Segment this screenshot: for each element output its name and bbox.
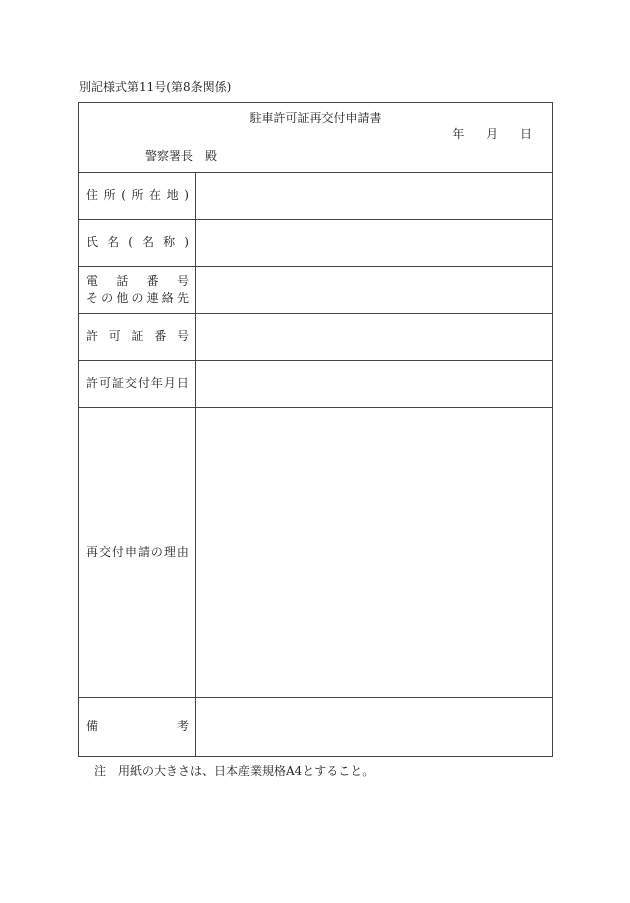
label-char: 番 bbox=[146, 273, 159, 288]
label-char: 年 bbox=[150, 376, 163, 390]
date-day: 日 bbox=[519, 127, 532, 141]
label-char: 住 bbox=[86, 188, 99, 202]
label-char: 付 bbox=[111, 544, 124, 559]
application-form bbox=[78, 102, 553, 757]
label-char: 備 bbox=[86, 719, 99, 733]
row-contact bbox=[79, 266, 552, 314]
spread-text bbox=[86, 328, 189, 345]
label-char: の bbox=[131, 290, 144, 305]
label-char: 地 bbox=[166, 188, 179, 202]
label-char: 番 bbox=[154, 329, 167, 343]
row-label-permit-number bbox=[79, 313, 196, 360]
address-field[interactable] bbox=[196, 172, 552, 219]
spread-text bbox=[86, 544, 189, 561]
form-title: 駐車許可証再交付申請書 bbox=[249, 111, 382, 125]
row-label-issue-date bbox=[79, 360, 196, 407]
spread-text bbox=[86, 718, 189, 735]
label-char: 名 bbox=[142, 235, 155, 249]
label-char: 理 bbox=[163, 544, 176, 559]
form-header bbox=[79, 103, 552, 173]
label-char: 交 bbox=[98, 544, 111, 559]
name-field[interactable] bbox=[196, 219, 552, 266]
label-char: 連 bbox=[146, 290, 159, 305]
label-char: 他 bbox=[116, 290, 129, 305]
label-char: 由 bbox=[176, 544, 189, 559]
label-char: の bbox=[101, 290, 114, 305]
label-char: 証 bbox=[131, 329, 144, 343]
date-line bbox=[452, 125, 532, 142]
label-char: 名 bbox=[107, 235, 120, 249]
spread-text bbox=[86, 187, 189, 204]
label-char: 交 bbox=[124, 376, 137, 390]
addressee: 警察署長 殿 bbox=[145, 149, 218, 163]
issue-date-field[interactable] bbox=[196, 360, 552, 407]
contact-field[interactable] bbox=[196, 266, 552, 313]
label-char: の bbox=[150, 544, 163, 559]
label-char: 絡 bbox=[161, 290, 174, 305]
row-label-name bbox=[79, 219, 196, 266]
form-style-number: 別記様式第11号(第8条関係) bbox=[79, 80, 232, 94]
row-label-contact bbox=[79, 266, 196, 313]
remarks-field[interactable] bbox=[196, 697, 552, 756]
row-address bbox=[79, 172, 552, 220]
reason-field[interactable] bbox=[196, 407, 552, 697]
label-char: 許 bbox=[86, 376, 99, 390]
spread-text bbox=[86, 273, 189, 290]
label-char: 考 bbox=[176, 719, 189, 733]
row-permit-number bbox=[79, 313, 552, 361]
date-month: 月 bbox=[486, 127, 499, 141]
label-char: 月 bbox=[163, 376, 176, 390]
label-char: 号 bbox=[176, 329, 189, 343]
footnote: 注 用紙の大きさは、日本産業規格A4とすること。 bbox=[94, 764, 375, 778]
row-label-reason bbox=[79, 407, 196, 697]
label-char: 先 bbox=[176, 290, 189, 305]
label-char: 可 bbox=[98, 376, 111, 390]
label-char: ) bbox=[184, 188, 189, 202]
label-char: 申 bbox=[124, 544, 137, 559]
label-char: 電 bbox=[86, 273, 99, 288]
label-char: 称 bbox=[163, 235, 176, 249]
label-char: ) bbox=[184, 235, 189, 249]
label-char: ( bbox=[121, 188, 126, 202]
label-char: 話 bbox=[116, 273, 129, 288]
label-char: 証 bbox=[111, 376, 124, 390]
row-reason bbox=[79, 407, 552, 698]
label-char: 再 bbox=[86, 544, 99, 559]
label-char: 日 bbox=[176, 376, 189, 390]
spread-text bbox=[86, 375, 189, 392]
spread-text bbox=[86, 234, 189, 251]
label-char: 許 bbox=[86, 329, 99, 343]
label-char: 請 bbox=[137, 544, 150, 559]
row-remarks bbox=[79, 697, 552, 756]
label-char: 所 bbox=[103, 188, 116, 202]
label-char: ( bbox=[128, 235, 133, 249]
row-label-address bbox=[79, 172, 196, 219]
label-char: 号 bbox=[176, 273, 189, 288]
spread-text bbox=[86, 290, 189, 307]
label-char: 可 bbox=[108, 329, 121, 343]
row-issue-date bbox=[79, 360, 552, 408]
row-name bbox=[79, 219, 552, 267]
label-char: 所 bbox=[131, 188, 144, 202]
label-char: そ bbox=[86, 290, 99, 305]
label-char: 付 bbox=[137, 376, 150, 390]
label-char: 在 bbox=[149, 188, 162, 202]
label-char: 氏 bbox=[86, 235, 99, 249]
permit-number-field[interactable] bbox=[196, 313, 552, 360]
date-year: 年 bbox=[452, 127, 465, 141]
row-label-remarks bbox=[79, 697, 196, 756]
